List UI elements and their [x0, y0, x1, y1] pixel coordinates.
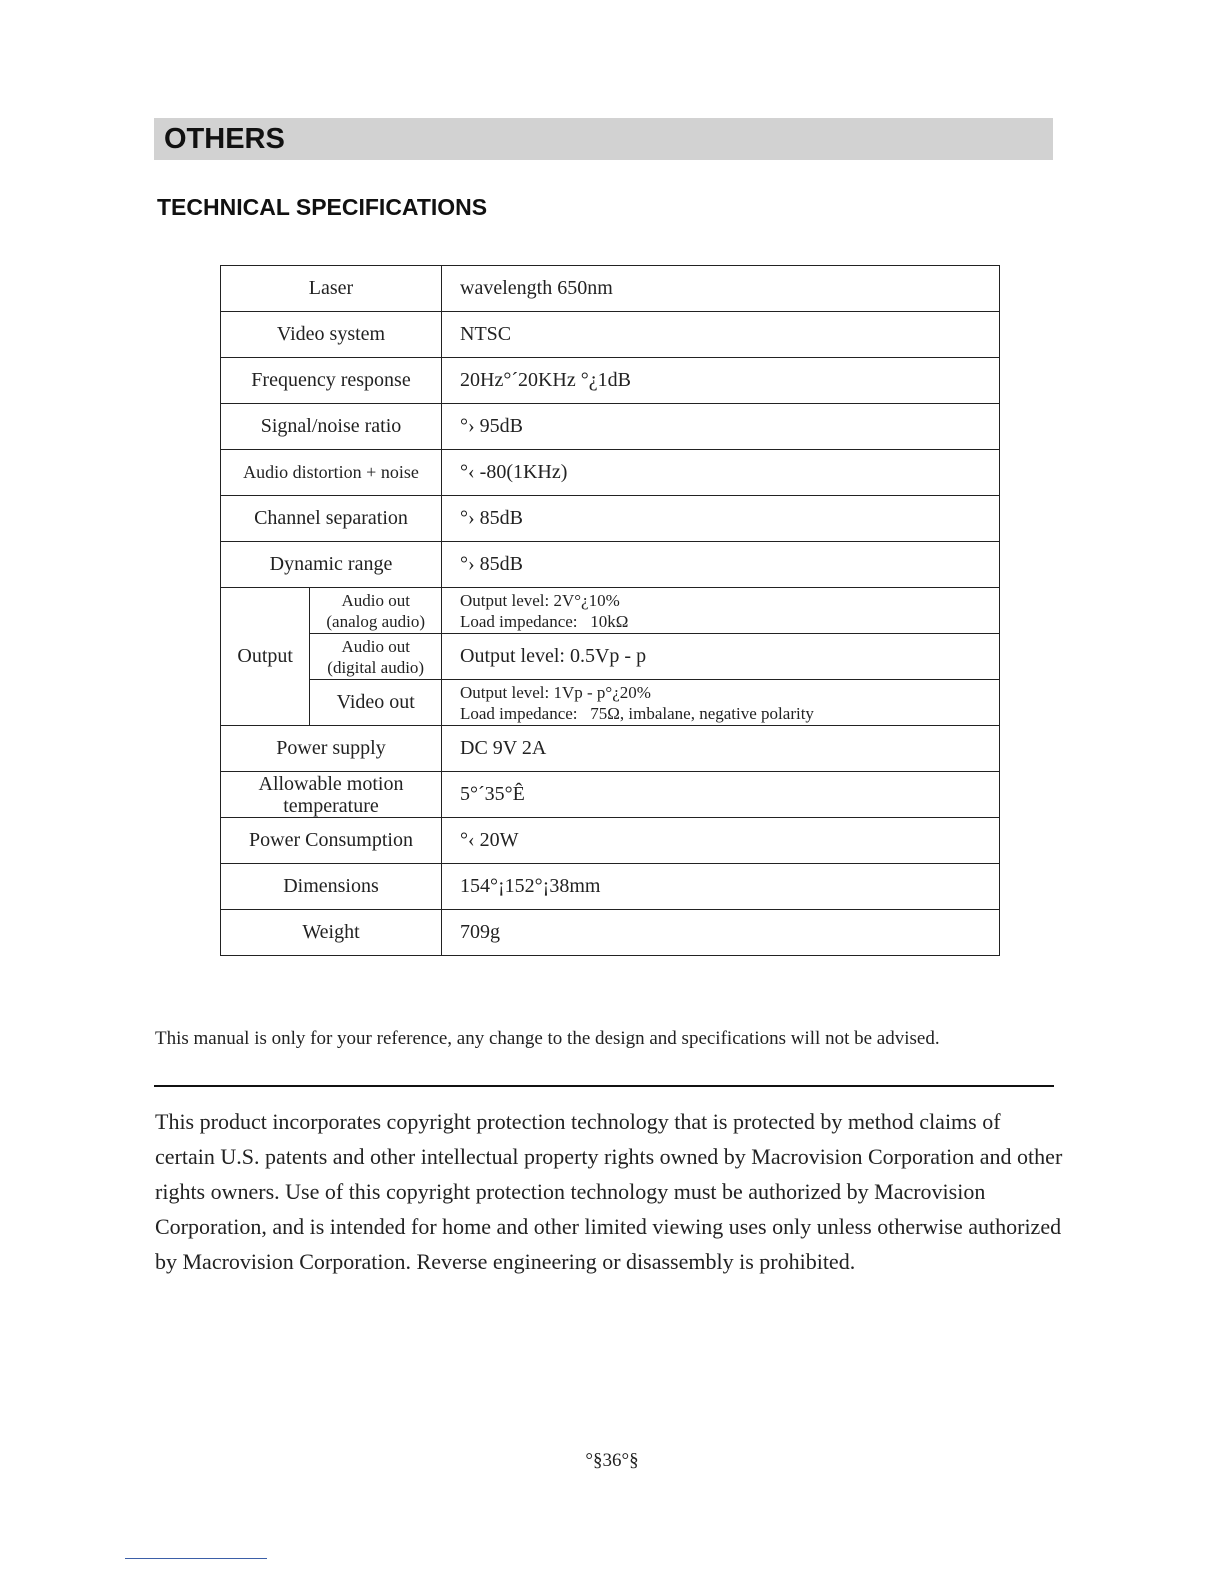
spec-value: 20Hz°´20KHz °¿1dB	[442, 358, 1000, 404]
value-line: Load impedance: 75Ω, imbalane, negative polarity	[460, 703, 814, 723]
spec-value: °› 85dB	[442, 496, 1000, 542]
subtitle: TECHNICAL SPECIFICATIONS	[157, 194, 488, 220]
spec-label: Audio distortion + noise	[221, 450, 442, 496]
spec-label: Dimensions	[221, 864, 442, 910]
spec-value: 5°´35°Ê	[442, 772, 1000, 818]
table-row	[221, 450, 1000, 496]
spec-value: wavelength 650nm	[442, 266, 1000, 312]
table-row	[221, 404, 1000, 450]
table-row	[221, 910, 1000, 956]
spec-label: Frequency response	[221, 358, 442, 404]
value-line: Output level: 2V°¿10%	[460, 590, 620, 610]
table-row	[221, 680, 1000, 726]
table-row	[221, 496, 1000, 542]
spec-value: NTSC	[442, 312, 1000, 358]
spec-label: Power Consumption	[221, 818, 442, 864]
sublabel-line: Audio out	[341, 590, 410, 610]
label-line: temperature	[283, 794, 379, 817]
spec-value: 154°¡152°¡38mm	[442, 864, 1000, 910]
sublabel-line: Audio out	[341, 636, 410, 656]
table-row	[221, 772, 1000, 818]
section-title: OTHERS	[164, 123, 285, 155]
table-row	[221, 358, 1000, 404]
value-line: Load impedance: 10kΩ	[460, 611, 629, 631]
spec-table	[220, 265, 1000, 956]
table-row	[221, 312, 1000, 358]
output-sublabel	[310, 634, 442, 680]
spec-value	[442, 588, 1000, 634]
table-row	[221, 634, 1000, 680]
disclaimer-note: This manual is only for your reference, any change to the design and specifications will not be advised.	[155, 1028, 940, 1049]
table-row	[221, 542, 1000, 588]
label-line: Allowable motion	[258, 772, 404, 795]
output-sublabel: Video out	[310, 680, 442, 726]
copyright-notice: This product incorporates copyright protection technology that is protected by method claims of certain U.S. patents and other intellectual property rights owned by Macrovision Corporation and other rights owners. Use of this copyright protection technology must be authorized by Macrovision Corporation, and is intended for home and other limited viewing uses only unless otherwise authorized by Macrovision Corporation. Reverse engineering or disassembly is prohibited.	[155, 1109, 1063, 1274]
table-row	[221, 726, 1000, 772]
footer-line	[125, 1558, 267, 1559]
spec-value: °› 85dB	[442, 542, 1000, 588]
spec-label	[221, 772, 442, 818]
spec-label: Laser	[221, 266, 442, 312]
sublabel-line: (analog audio)	[326, 611, 426, 631]
sublabel-line: (digital audio)	[327, 657, 425, 677]
output-sublabel	[310, 588, 442, 634]
table-row	[221, 818, 1000, 864]
section-header	[154, 118, 1053, 160]
value-line: Output level: 1Vp - p°¿20%	[460, 682, 651, 702]
output-label: Output	[221, 588, 310, 726]
table-row	[221, 588, 1000, 634]
spec-label: Video system	[221, 312, 442, 358]
table-row	[221, 266, 1000, 312]
spec-label: Power supply	[221, 726, 442, 772]
spec-value: 709g	[442, 910, 1000, 956]
spec-label: Dynamic range	[221, 542, 442, 588]
spec-value: °‹ 20W	[442, 818, 1000, 864]
divider	[154, 1085, 1054, 1087]
spec-value: °› 95dB	[442, 404, 1000, 450]
spec-value: °‹ -80(1KHz)	[442, 450, 1000, 496]
spec-value	[442, 680, 1000, 726]
page-number: °§36°§	[585, 1450, 639, 1471]
spec-label: Channel separation	[221, 496, 442, 542]
spec-label: Signal/noise ratio	[221, 404, 442, 450]
spec-value: DC 9V 2A	[442, 726, 1000, 772]
spec-value: Output level: 0.5Vp - p	[442, 634, 1000, 680]
table-row	[221, 864, 1000, 910]
spec-label: Weight	[221, 910, 442, 956]
